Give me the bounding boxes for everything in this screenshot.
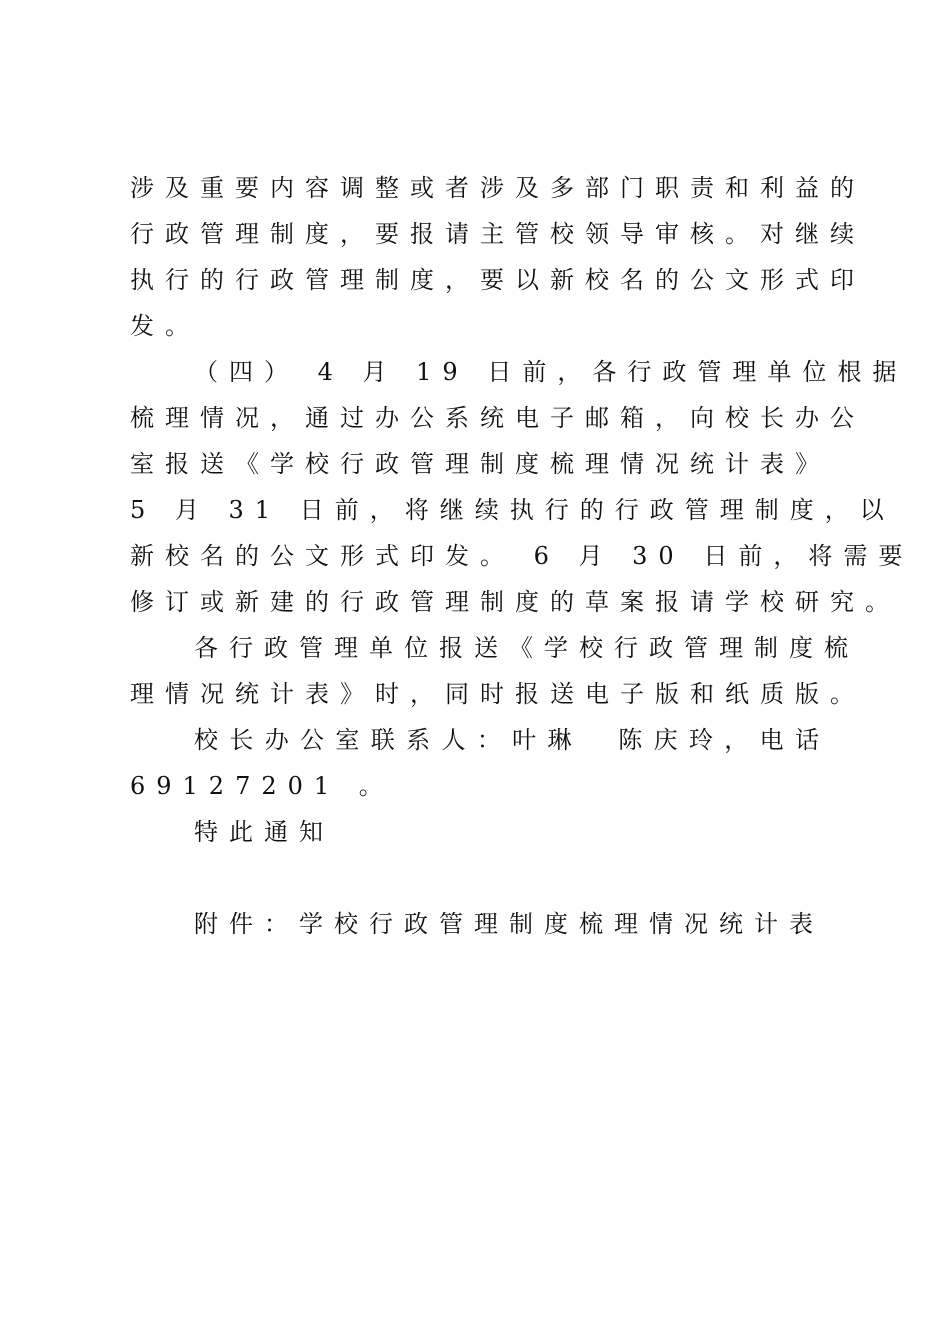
attachment-line: 附件：学校行政管理制度梳理情况统计表 (194, 910, 824, 938)
notice-closing: 特此通知 (194, 818, 334, 846)
paragraph-line-4: 发。 (130, 312, 200, 340)
contact-line-1: 校长办公室联系人：叶琳 陈庆玲，电话 (194, 726, 830, 754)
paragraph-line-6: 梳理情况，通过办公系统电子邮箱，向校长办公 (130, 404, 865, 432)
contact-phone: 69127201 。 (130, 772, 394, 800)
paragraph-line-11: 各行政管理单位报送《学校行政管理制度梳 (194, 634, 859, 662)
paragraph-line-7: 室报送《学校行政管理制度梳理情况统计表》 (130, 450, 830, 478)
paragraph-line-8: 5 月 31 日前，将继续执行的行政管理制度，以 (130, 496, 895, 524)
paragraph-line-9: 新校名的公文形式印发。 6 月 30 日前，将需要 (130, 542, 914, 570)
paragraph-line-3: 执行的行政管理制度，要以新校名的公文形式印 (130, 266, 865, 294)
paragraph-line-12: 理情况统计表》时，同时报送电子版和纸质版。 (130, 680, 865, 708)
paragraph-line-5: （四） 4 月 19 日前，各行政管理单位根据 (194, 358, 908, 386)
paragraph-line-10: 修订或新建的行政管理制度的草案报请学校研究。 (130, 588, 900, 616)
paragraph-line-2: 行政管理制度，要报请主管校领导审核。对继续 (130, 220, 865, 248)
paragraph-line-1: 涉及重要内容调整或者涉及多部门职责和利益的 (130, 174, 865, 202)
